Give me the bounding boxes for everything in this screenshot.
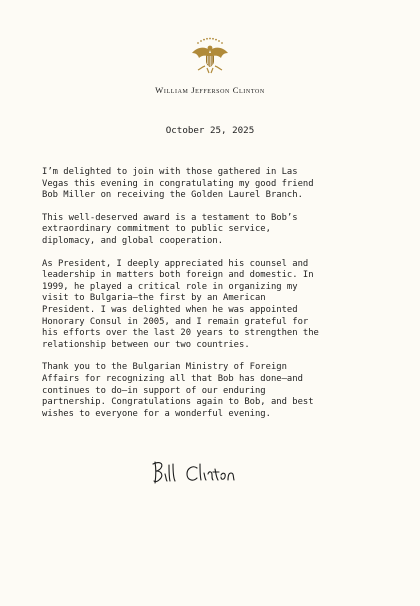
presidential-seal-icon xyxy=(189,36,231,76)
letter-date: October 25, 2025 xyxy=(165,125,255,136)
letter-body xyxy=(42,167,382,431)
letterhead-name: William Jefferson Clinton xyxy=(155,85,265,95)
paragraph-2: This well-deserved award is a testament to Bob’s extraordinary commitment to public service, diplomacy, and global cooperation. xyxy=(42,212,298,246)
paragraph-3: As President, I deeply appreciated his counsel and leadership in matters both foreign and domestic. In 1999, he played a critical role in organizing my visit to Bulgaria—the first by an American President. I was delighted when he was appointed Honorary Consul in 2005, and I remain grateful for his efforts over the last 20 years to strengthen the relationship between our two countries. xyxy=(42,258,319,350)
paragraph-1: I’m delighted to join with those gathered in Las Vegas this evening in congratulating my good friend Bob Miller on receiving the Golden Laurel Branch. xyxy=(42,167,314,201)
handwritten-signature xyxy=(149,458,259,486)
paragraph-4: Thank you to the Bulgarian Ministry of Foreign Affairs for recognizing all that Bob has done—and continues to do—in support of our enduring partnership. Congratulations again to Bob, and best wishes to everyone for a wonderful evening. xyxy=(42,362,314,419)
